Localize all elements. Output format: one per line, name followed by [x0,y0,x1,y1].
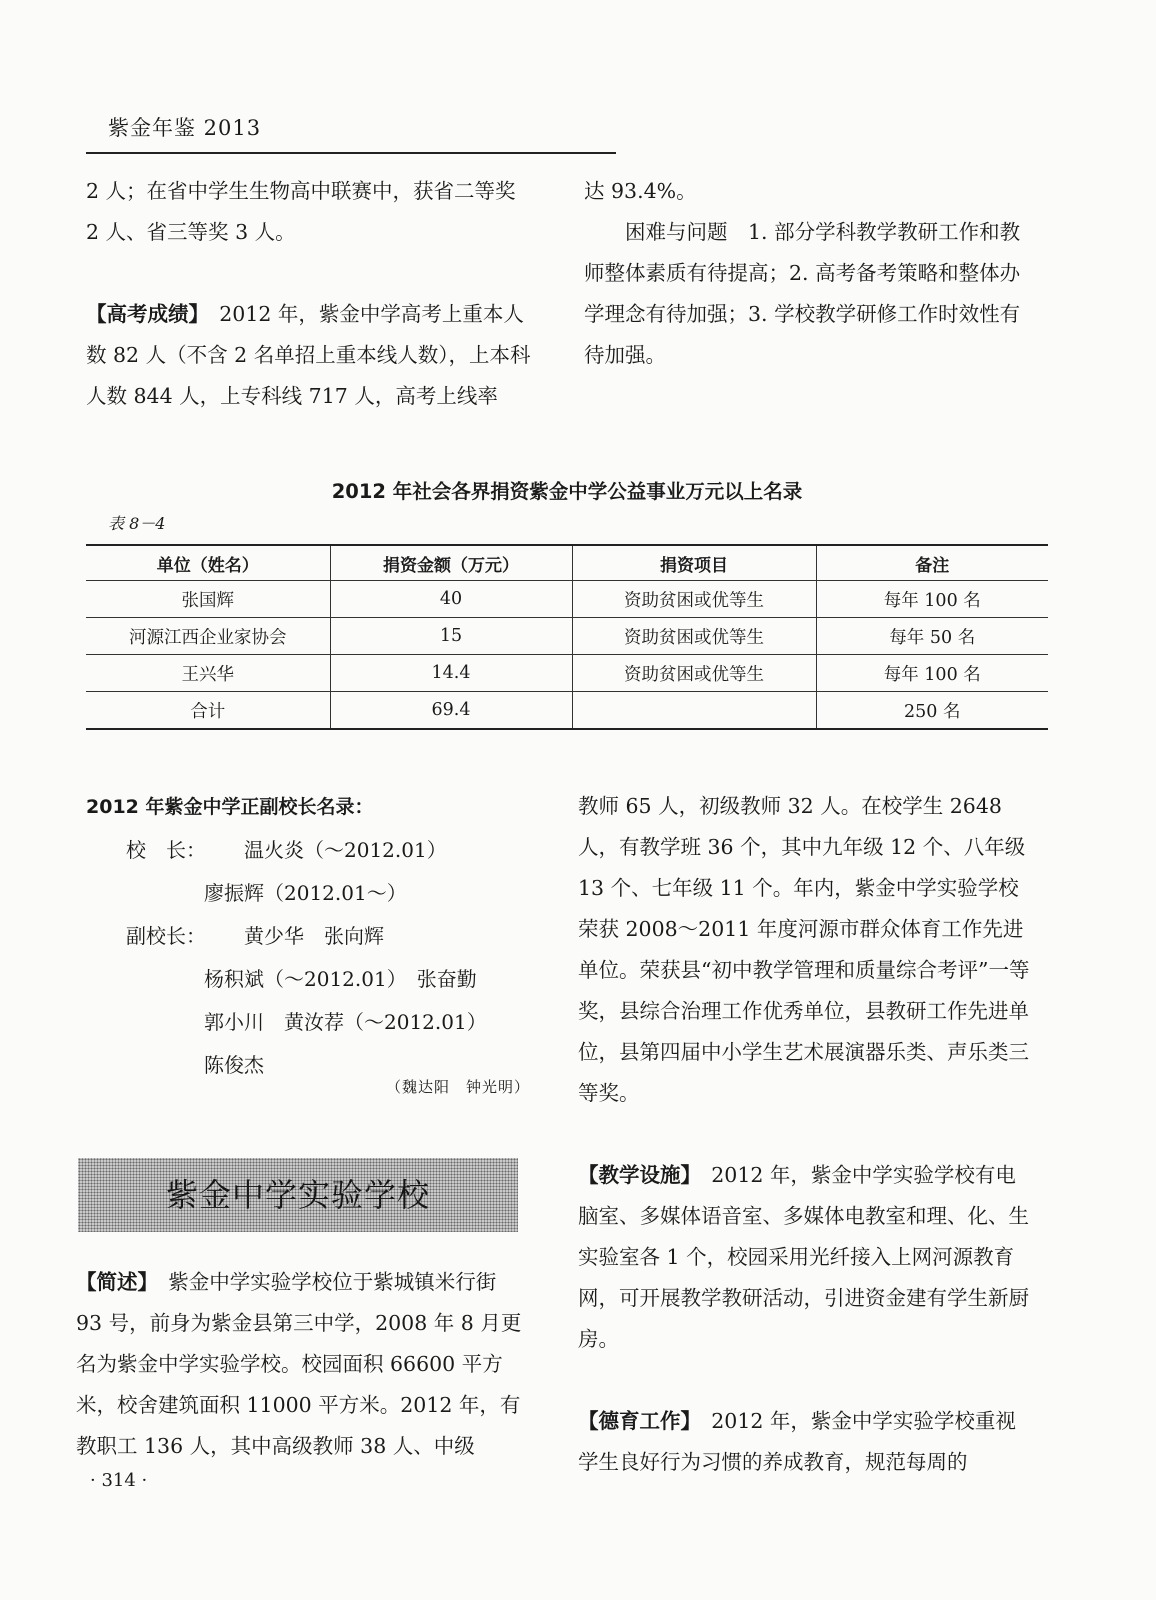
problems-heading: 困难与问题 [625,220,728,244]
gaokao-heading: 【高考成绩】 [86,302,199,326]
table-cell: 每年 100 名 [816,581,1048,618]
table-cell: 资助贫困或优等生 [572,581,816,618]
table-cell: 合计 [86,692,330,730]
table-cell: 张国辉 [86,581,330,618]
paragraph-gaokao [86,294,534,417]
section-title: 紫金中学实验学校 [165,1176,430,1214]
table-cell: 每年 100 名 [816,655,1048,692]
paragraph-facilities [578,1155,1030,1360]
principal-name: 温火炎（～2012.01） [244,838,447,862]
table-cell: 14.4 [330,655,572,692]
intro-heading: 【简述】 [76,1270,148,1294]
vice-principal-names: 陈俊杰 [204,1053,264,1077]
facilities-heading: 【教学设施】 [578,1163,691,1187]
facilities-text: 2012 年，紫金中学实验学校有电脑室、多媒体语音室、多媒体电教室和理、化、生实验室各 1 个，校园采用光纤接入上网河源教育网，可开展教学教研活动，引进资金建有学生新厨房。 [578,1163,1029,1351]
table-cell: 15 [330,618,572,655]
paragraph-teachers: 教师 65 人，初级教师 32 人。在校学生 2648 人，有教学班 36 个，其中九年级 12 个、八年级 13 个、七年级 11 个。年内，紫金中学实验学校荣获 2008～2011 年度河源市群众体育工作先进单位。荣获县“初中教学管理和质量综合考评”一等奖，县综合治理工作优秀单位，县教研工作先进单位，县第四届中小学生艺术展演器乐类、声乐类三等奖。 [578,794,1030,1105]
table-header-row [86,545,1048,581]
table-row [86,581,1048,618]
column-header: 单位（姓名） [86,545,330,581]
author-credit: （魏达阳 钟光明） [385,1078,530,1096]
paragraph-competition: 2 人；在省中学生生物高中联赛中，获省二等奖 2 人、省三等奖 3 人。 [86,179,516,244]
right-column-bottom [578,786,1030,1483]
problems-text: 1. 部分学科教学教研工作和教师整体素质有待提高；2. 高考备考策略和整体办学理念有待加强；3. 学校教学研修工作时效性有待加强。 [584,220,1021,367]
principals-title: 2012 年紫金中学正副校长名录： [86,796,374,818]
table-label: 表 8－4 [108,514,166,533]
vice-principal-role: 副校长： [126,924,206,948]
table-total-row [86,692,1048,730]
principal-role: 校 长： [126,838,206,862]
table-cell: 资助贫困或优等生 [572,618,816,655]
paragraph-problems [584,212,1032,376]
right-column-top [584,171,1032,376]
moral-heading: 【德育工作】 [578,1409,691,1433]
table-cell: 250 名 [816,692,1048,730]
vice-principal-names: 黄少华 张向辉 [244,924,384,948]
column-header: 捐资金额（万元） [330,545,572,581]
principals-list [86,786,546,1087]
table-cell: 40 [330,581,572,618]
left-column-bottom [76,1262,524,1467]
paragraph-rate: 达 93.4%。 [584,179,697,203]
principal-row [86,829,546,872]
gaokao-text: 2012 年，紫金中学高考上重本人数 82 人（不含 2 名单招上重本线人数），上本科人数 844 人，上专科线 717 人，高考上线率 [86,302,531,408]
table-cell: 资助贫困或优等生 [572,655,816,692]
column-header: 备注 [816,545,1048,581]
intro-text: 紫金中学实验学校位于紫城镇米行街 93 号，前身为紫金县第三中学，2008 年 8 月更名为紫金中学实验学校。校园面积 66600 平方米，校舍建筑面积 11000 平方米。2012 年，有教职工 136 人，其中高级教师 38 人、中级 [76,1270,522,1458]
paragraph-intro [76,1262,524,1467]
table-cell: 河源江西企业家协会 [86,618,330,655]
principal-name: 廖振辉（2012.01～） [204,881,407,905]
donation-table [86,544,1048,730]
column-header: 捐资项目 [572,545,816,581]
left-column-top [86,171,534,417]
header-rule [86,152,616,154]
paragraph-moral [578,1401,1030,1483]
table-cell [572,692,816,730]
table-row [86,618,1048,655]
table-cell: 每年 50 名 [816,618,1048,655]
table-row [86,655,1048,692]
running-header: 紫金年鉴 2013 [108,116,262,140]
table-title: 2012 年社会各界捐资紫金中学公益事业万元以上名录 [331,480,803,503]
table-cell: 69.4 [330,692,572,730]
vice-principal-row [86,915,546,958]
vice-principal-names: 杨积斌（～2012.01） 张奋勤 [204,967,477,991]
table-cell: 王兴华 [86,655,330,692]
moral-text: 2012 年，紫金中学实验学校重视学生良好行为习惯的养成教育，规范每周的 [578,1409,1016,1474]
vice-principal-names: 郭小川 黄汝荐（～2012.01） [204,1010,487,1034]
page-number: · 314 · [90,1470,148,1491]
